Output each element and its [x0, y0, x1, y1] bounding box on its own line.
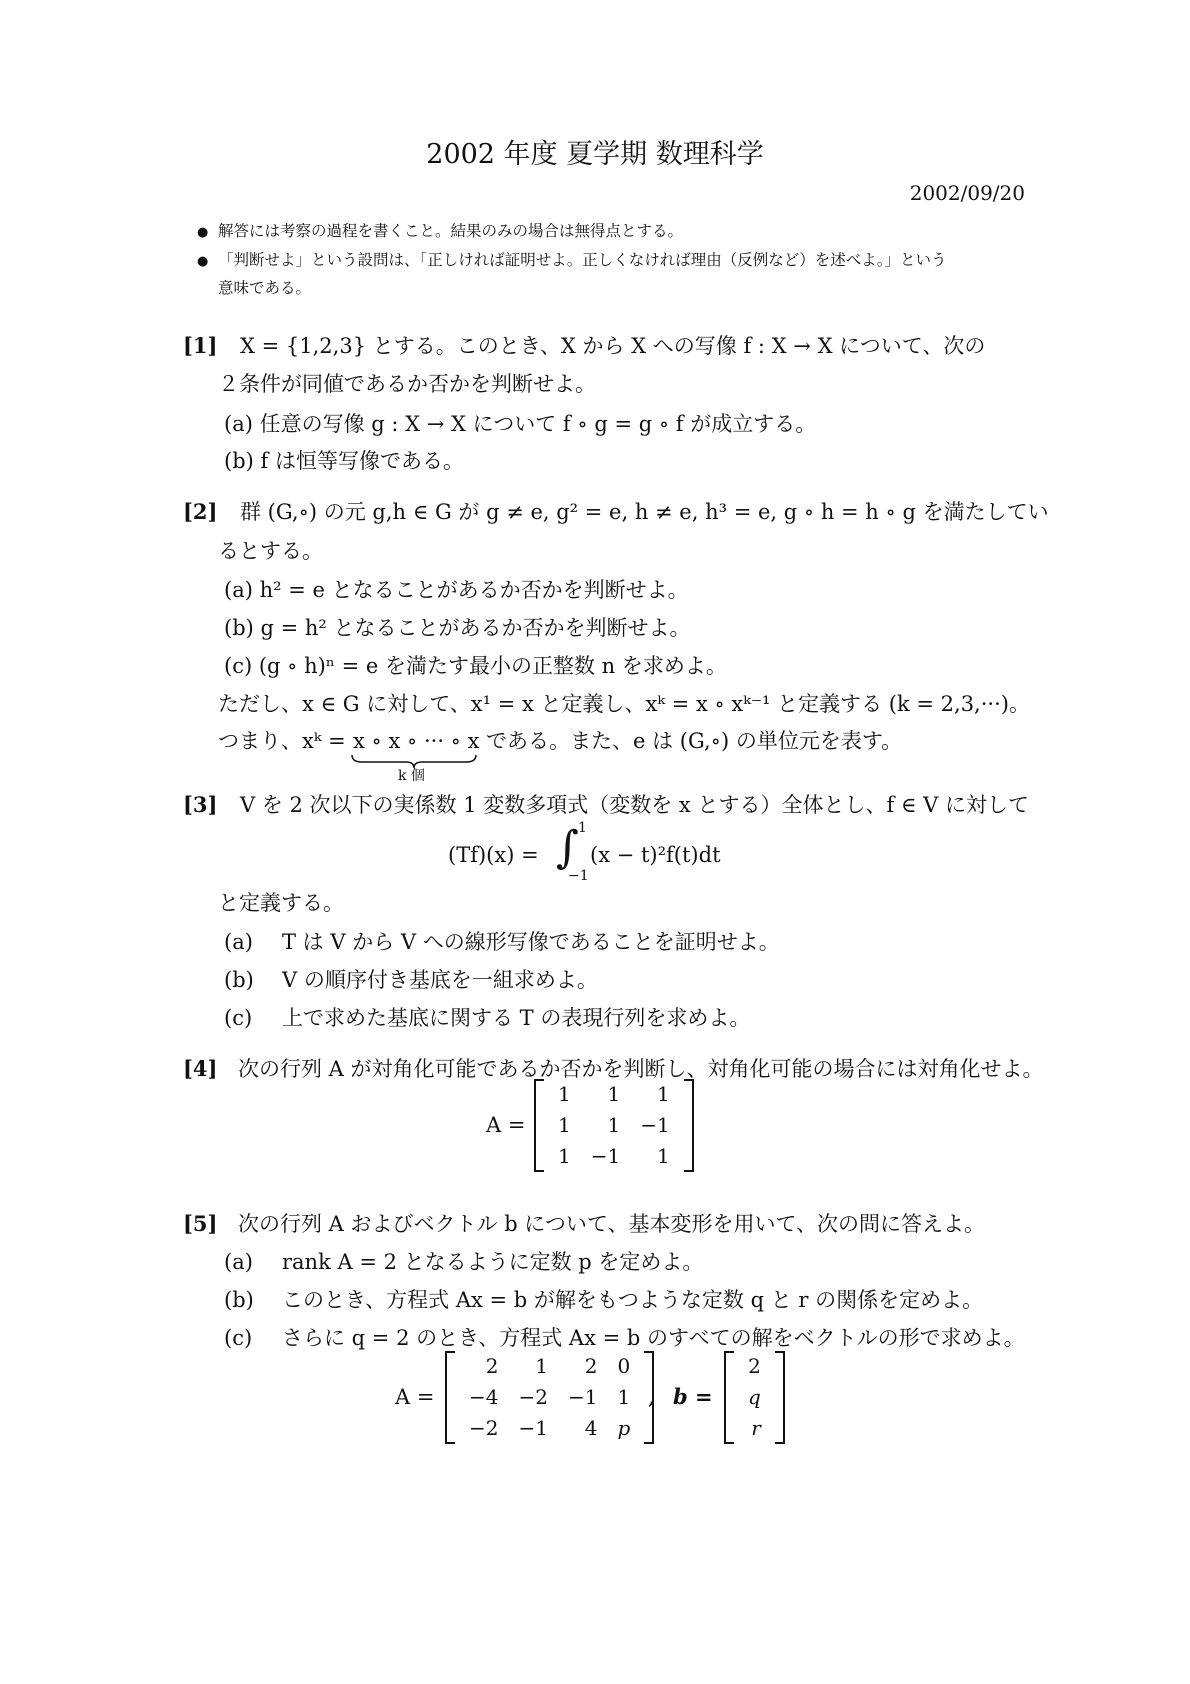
underbrace-expression: x ∘ x ∘ ··· ∘ x	[353, 729, 480, 753]
exam-date: 2002/09/20	[909, 181, 1025, 205]
matrix-cell: 0	[617, 1354, 631, 1378]
matrix-left-bracket	[445, 1351, 455, 1444]
problem-2-statement-cont: るとする。	[218, 539, 323, 563]
integral-upper-limit: 1	[578, 820, 587, 836]
underbrace-icon	[350, 753, 478, 769]
problem-3-statement: V を 2 次以下の実係数 1 変数多項式（変数を x とする）全体とし、f ∈ V に対して	[240, 793, 1029, 817]
matrix-cell: −2	[469, 1416, 499, 1440]
problem-1-part-b: (b) f は恒等写像である。	[224, 449, 464, 473]
matrix-cell: 2	[485, 1354, 499, 1378]
vector-cell: 2	[748, 1354, 761, 1378]
matrix-a-system	[445, 1351, 654, 1444]
problem-2-definition-pre: つまり、xᵏ =	[218, 729, 346, 753]
problem-3-part-b: V の順序付き基底を一組求めよ。	[282, 968, 598, 992]
vector-cell: r	[751, 1416, 761, 1440]
note-2-line-1: 「判断せよ」という設問は、「正しければ証明せよ。正しくなければ理由（反例など）を述べよ。」という	[218, 251, 947, 269]
matrix-cell: 1	[607, 1082, 621, 1106]
matrix-cell: p	[617, 1416, 631, 1440]
integral-lower-limit: −1	[568, 868, 589, 884]
matrix-cell: 1	[656, 1144, 670, 1168]
matrix-cell: 1	[558, 1113, 571, 1137]
matrix-cell: 1	[535, 1354, 548, 1378]
page-title: 2002 年度 夏学期 数理科学	[426, 139, 764, 170]
matrix-cell: −4	[469, 1385, 499, 1409]
problem-2-part-b: (b) g = h² となることがあるか否かを判断せよ。	[224, 616, 691, 640]
vector-cell: q	[748, 1385, 761, 1409]
problem-3-number: [3]	[183, 792, 218, 817]
problem-3-part-a-label: (a)	[224, 930, 253, 954]
matrix-cell: −1	[590, 1144, 621, 1168]
problem-5-part-c: さらに q = 2 のとき、方程式 Ax = b のすべての解をベクトルの形で求めよ。	[282, 1326, 1025, 1350]
problem-5-part-a: rank A = 2 となるように定数 p を定めよ。	[282, 1250, 704, 1274]
matrix-cell: 1	[607, 1113, 621, 1137]
matrix-right-bracket	[775, 1351, 785, 1444]
matrix-cell: 1	[617, 1385, 631, 1409]
problem-4-number: [4]	[183, 1056, 218, 1081]
matrix-separator: ,	[648, 1385, 655, 1409]
problem-5-part-b: このとき、方程式 Ax = b が解をもつような定数 q と r の関係を定めよ。	[282, 1288, 984, 1312]
matrix-cell: −2	[518, 1385, 548, 1409]
underbrace-label: k 個	[398, 768, 425, 784]
problem-1-part-a: (a) 任意の写像 g : X → X について f ∘ g = g ∘ f が成立する。	[224, 412, 817, 436]
problem-2-definition-post: である。また、e は (G,∘) の単位元を表す。	[486, 729, 903, 753]
note-1: 解答には考察の過程を書くこと。結果のみの場合は無得点とする。	[218, 222, 684, 240]
problem-2-definition: ただし、x ∈ G に対して、x¹ = x と定義し、xᵏ = x ∘ xᵏ⁻¹ と定義する (k = 2,3,···)。	[218, 692, 1030, 716]
bullet-icon: ●	[197, 254, 209, 269]
problem-5-part-b-label: (b)	[224, 1288, 254, 1312]
problem-5-part-a-label: (a)	[224, 1250, 253, 1274]
problem-2-number: [2]	[183, 499, 218, 524]
problem-5-part-c-label: (c)	[224, 1326, 253, 1350]
problem-3-part-a: T は V から V への線形写像であることを証明せよ。	[282, 930, 780, 954]
problem-3-statement-cont: と定義する。	[218, 891, 344, 915]
note-2-line-2: 意味である。	[218, 279, 312, 297]
matrix-cell: −1	[640, 1113, 670, 1137]
problem-1-statement: X = {1,2,3} とする。このとき、X から X への写像 f : X → X について、次の	[240, 334, 986, 358]
matrix-cell: 2	[584, 1354, 598, 1378]
matrix-a-label: A =	[486, 1113, 526, 1137]
problem-2-part-a: (a) h² = e となることがあるか否かを判断せよ。	[224, 578, 689, 602]
problem-3-part-c: 上で求めた基底に関する T の表現行列を求めよ。	[282, 1006, 751, 1030]
integral-integrand: (x − t)²f(t)dt	[590, 843, 721, 867]
vector-b	[724, 1351, 785, 1444]
problem-5-statement: 次の行列 A およびベクトル b について、基本変形を用いて、次の問に答えよ。	[238, 1212, 986, 1236]
matrix-left-bracket	[724, 1351, 734, 1444]
matrix-cell: −1	[567, 1385, 598, 1409]
problem-1-statement-cont: ２条件が同値であるか否かを判断せよ。	[218, 372, 596, 396]
matrix-cell: −1	[518, 1416, 548, 1440]
problem-5-number: [5]	[183, 1211, 218, 1236]
matrix-cell: 1	[656, 1082, 670, 1106]
matrix-cell: 1	[558, 1144, 571, 1168]
problem-2-statement: 群 (G,∘) の元 g,h ∈ G が g ≠ e, g² = e, h ≠ e, h³ = e, g ∘ h = h ∘ g を満たしてい	[240, 500, 1049, 524]
matrix-left-bracket	[534, 1079, 544, 1172]
vector-b-label: b =	[673, 1384, 713, 1409]
problem-4-statement: 次の行列 A が対角化可能であるか否かを判断し、対角化可能の場合には対角化せよ。	[238, 1057, 1044, 1081]
problem-1-number: [1]	[183, 333, 218, 358]
problem-2-part-c: (c) (g ∘ h)ⁿ = e を満たす最小の正整数 n を求めよ。	[224, 654, 727, 678]
matrix-cell: 4	[584, 1416, 598, 1440]
problem-3-part-b-label: (b)	[224, 968, 254, 992]
bullet-icon: ●	[197, 225, 209, 240]
matrix-right-bracket	[684, 1079, 694, 1172]
matrix-a-label: A =	[395, 1385, 435, 1409]
matrix-a-diagonalize	[534, 1079, 694, 1172]
matrix-cell: 1	[558, 1082, 571, 1106]
integral-lhs: (Tf)(x) =	[448, 843, 539, 867]
integral-sign: ∫	[556, 822, 579, 873]
problem-3-part-c-label: (c)	[224, 1006, 253, 1030]
